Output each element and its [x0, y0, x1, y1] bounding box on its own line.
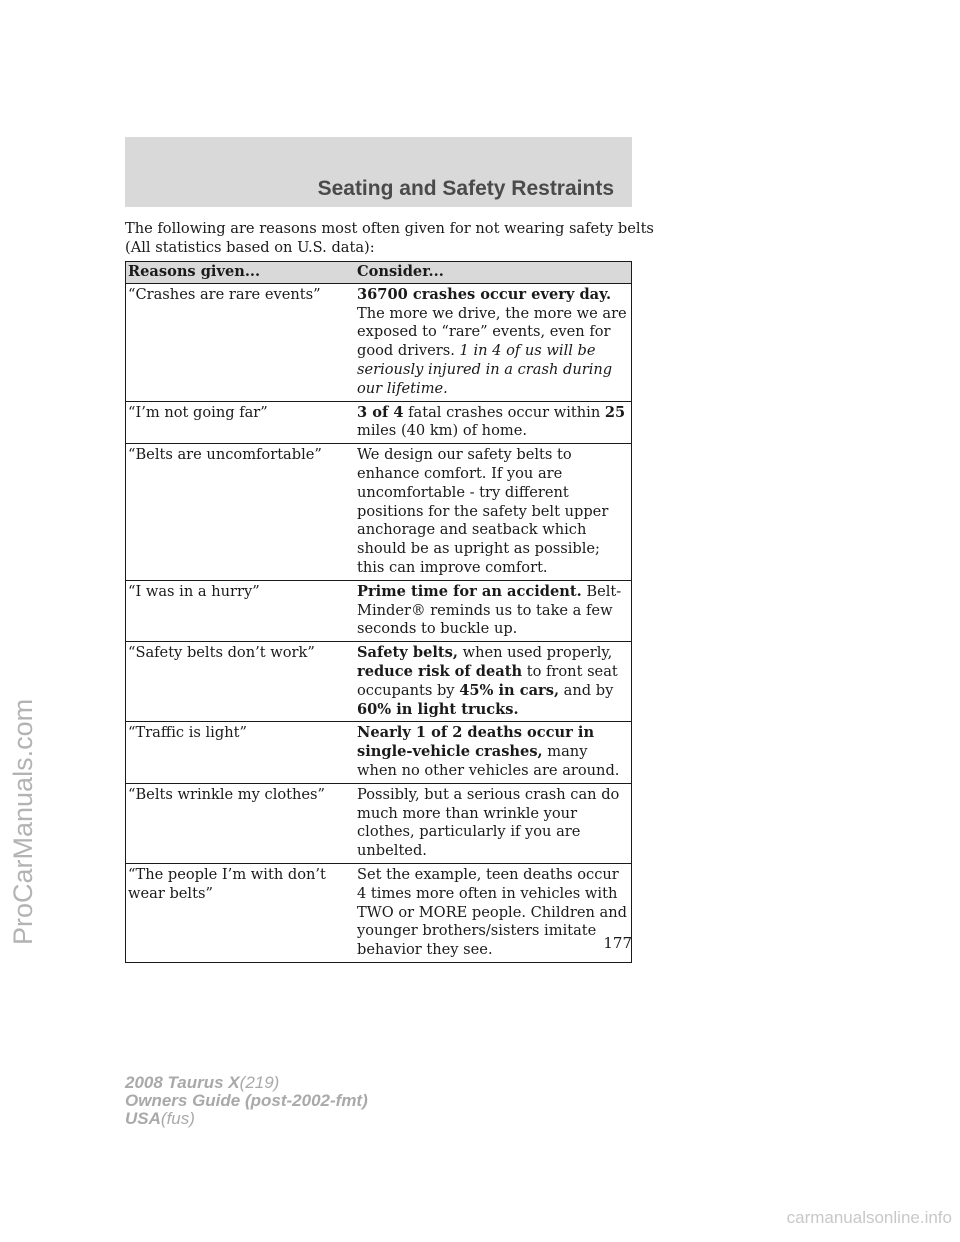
- table-body: [126, 283, 632, 962]
- reason-cell: “The people I’m with don’t wear belts”: [126, 863, 356, 962]
- consider-cell: [355, 580, 632, 641]
- consider-text: 3 of 4: [357, 403, 404, 421]
- footer-code: (219): [239, 1073, 280, 1092]
- consider-text: fatal crashes occur within: [403, 403, 605, 421]
- consider-text: 60% in light trucks.: [357, 700, 519, 718]
- document-footer: [125, 1074, 368, 1128]
- consider-cell: [355, 863, 632, 962]
- reason-cell: “Crashes are rare events”: [126, 283, 356, 401]
- footer-line: [125, 1074, 368, 1092]
- table-row: [126, 783, 632, 863]
- intro-line: The following are reasons most often given for not wearing safety belts: [125, 220, 654, 237]
- consider-cell: [355, 283, 632, 401]
- consider-text: 36700 crashes occur every day.: [357, 285, 612, 303]
- column-header-reasons: Reasons given...: [126, 262, 356, 284]
- footer-model: 2008 Taurus X: [125, 1073, 240, 1092]
- consider-text: to front seat occupants by: [357, 662, 618, 699]
- footer-market: USA: [125, 1109, 161, 1128]
- consider-text: Prime time for an accident.: [357, 582, 582, 600]
- reason-cell: “I was in a hurry”: [126, 580, 356, 641]
- consider-text: 1 in 4 of us will be seriously injured in a crash during our lifetime.: [357, 342, 613, 397]
- table-header-row: [126, 262, 632, 284]
- page-number: 177: [603, 934, 632, 952]
- bottom-watermark: carmanualsonline.info: [786, 1208, 952, 1227]
- intro-line: (All statistics based on U.S. data):: [125, 239, 375, 256]
- consider-text: reduce risk of death: [357, 662, 523, 680]
- footer-market-code: (fus): [160, 1109, 195, 1128]
- footer-line: [125, 1110, 368, 1128]
- column-header-consider: Consider...: [355, 262, 632, 284]
- consider-cell: [355, 722, 632, 783]
- section-title: Seating and Safety Restraints: [317, 177, 614, 200]
- table-row: [126, 863, 632, 962]
- consider-text: 45% in cars,: [459, 681, 560, 699]
- footer-line: Owners Guide (post-2002-fmt): [125, 1091, 368, 1110]
- table-row: [126, 444, 632, 581]
- consider-text: many when no other vehicles are around.: [357, 743, 620, 779]
- consider-text: Set the example, teen deaths occur 4 times more often in vehicles with TWO or MORE people. Children and younger brothers/sisters imitate behavior they see.: [357, 865, 627, 959]
- reason-cell: “Belts are uncomfortable”: [126, 444, 356, 581]
- consider-cell: [355, 642, 632, 722]
- consider-cell: [355, 783, 632, 863]
- consider-text: Safety belts,: [357, 644, 458, 662]
- table-row: [126, 401, 632, 444]
- consider-text: Belt-Minder® reminds us to take a few seconds to buckle up.: [357, 582, 622, 638]
- reason-cell: “I’m not going far”: [126, 401, 356, 444]
- reasons-table: [125, 261, 632, 963]
- side-watermark: ProCarManuals.com: [8, 698, 38, 945]
- reason-cell: “Safety belts don’t work”: [126, 642, 356, 722]
- consider-text: when used properly,: [457, 644, 613, 662]
- table-row: [126, 283, 632, 401]
- consider-text: miles (40 km) of home.: [357, 422, 527, 440]
- table-row: [126, 722, 632, 783]
- consider-text: We design our safety belts to enhance comfort. If you are uncomfortable - try different positions for the safety belt upper anchorage and seatback which should be as upright as possible; this can improve comfort.: [357, 446, 609, 576]
- table-row: [126, 642, 632, 722]
- consider-text: Nearly 1 of 2 deaths occur in single-vehicle crashes,: [357, 724, 595, 761]
- reason-cell: “Traffic is light”: [126, 722, 356, 783]
- consider-text: Possibly, but a serious crash can do much more than wrinkle your clothes, particularly if you are unbelted.: [357, 785, 620, 860]
- consider-cell: [355, 401, 632, 444]
- consider-text: 25: [604, 403, 626, 421]
- consider-cell: [355, 444, 632, 581]
- table-row: [126, 580, 632, 641]
- section-header-band: [125, 137, 632, 207]
- consider-text: and by: [559, 681, 614, 699]
- intro-paragraph: [125, 219, 654, 257]
- consider-text: The more we drive, the more we are exposed to “rare” events, even for good drivers.: [357, 304, 627, 360]
- reason-cell: “Belts wrinkle my clothes”: [126, 783, 356, 863]
